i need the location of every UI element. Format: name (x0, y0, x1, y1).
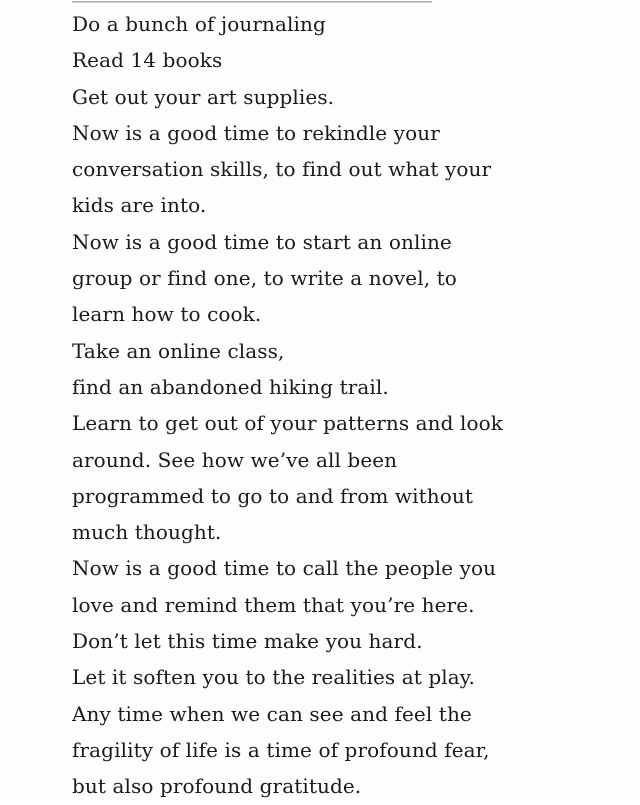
poem-line: Learn to get out of your patterns and look (72, 411, 504, 436)
poem-line: find an abandoned hiking trail. (72, 374, 389, 399)
poem-line: fragility of life is a time of profound fear, (72, 737, 490, 762)
poem-line: but also profound gratitude. (72, 774, 362, 799)
poem-line: learn how to cook. (72, 302, 262, 327)
poem-line: Get out your art supplies. (72, 84, 335, 109)
poem-line: Read 14 books (72, 48, 223, 73)
poem-line: around. See how we’ve all been (72, 447, 398, 472)
poem-line: programmed to go to and from without (72, 483, 473, 508)
poem-text (72, 6, 632, 805)
poem-line: kids are into. (72, 193, 207, 218)
poem-line: Any time when we can see and feel the (72, 701, 472, 726)
cropped-top-line: ―――――――――――――――――― (72, 0, 432, 12)
poem-line: Now is a good time to call the people you (72, 556, 497, 581)
poem-line: Do a bunch of journaling (72, 12, 326, 36)
poem-line: Now is a good time to rekindle your (72, 120, 440, 145)
poem-line: love and remind them that you’re here. (72, 592, 475, 617)
poem-line: Take an online class, (72, 338, 285, 363)
poem-line: group or find one, to write a novel, to (72, 266, 457, 291)
poem-line: Let it soften you to the realities at play. (72, 665, 475, 690)
poem-line: Don’t let this time make you hard. (72, 629, 423, 654)
poem-line: conversation skills, to find out what your (72, 157, 492, 182)
poem-line: Now is a good time to start an online (72, 229, 452, 254)
poem-line: much thought. (72, 520, 222, 545)
